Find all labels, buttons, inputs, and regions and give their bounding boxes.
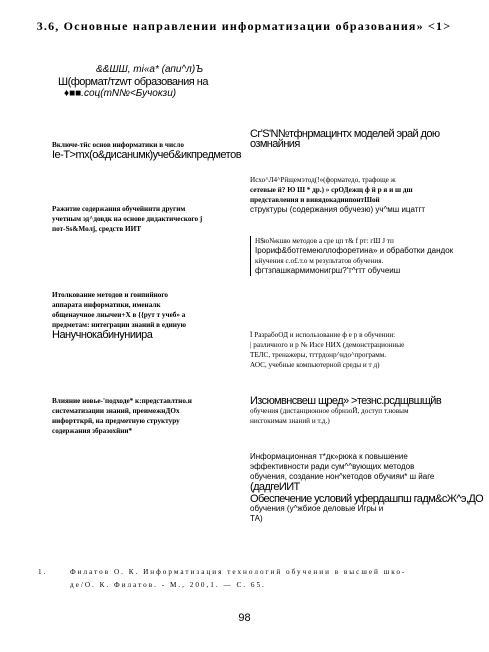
header-line: &&ШШ, mi«a* (апи^л)Ъ bbox=[96, 64, 204, 75]
item-line: Включе-тйс основ информатики в число bbox=[52, 141, 184, 149]
item-line: Влияние новье-'подходе* к:представлтно.н bbox=[52, 397, 192, 405]
right-item-5 bbox=[250, 396, 475, 426]
item-line: Обеспечение условий уфердашпш гадм&сЖ^э,ДО bbox=[250, 493, 484, 505]
item-line: предметам: нитеграции знаний в единую bbox=[52, 321, 186, 329]
item-line: кйучения с.о£.т.о м результатов обучения. bbox=[255, 257, 384, 265]
item-line: систематизации знаний, преимежнДОх bbox=[52, 407, 180, 415]
item-line: представления и вивядокадинпонтШой bbox=[250, 196, 380, 204]
footnote-line: де/О. К. Филатов. - М., 200,1. — С. 65. bbox=[70, 581, 266, 589]
item-line: Изсюмвнсвеш щред» >тезнс.рсдщвшщйв bbox=[250, 395, 442, 407]
item-line: Ражнтие содержания обучейннтн другим bbox=[52, 205, 186, 213]
item-line: нисгокимам знаний и т.д.) bbox=[250, 417, 330, 425]
item-line: аппарата информатики, именалк bbox=[52, 301, 161, 309]
item-line: Нанучнокабинуниира bbox=[52, 329, 153, 341]
item-line: ТА) bbox=[250, 514, 263, 523]
footnote-marker: 1. bbox=[38, 568, 48, 576]
item-line: Ірориф&ботгемеюллофоретина» и обработки дандок bbox=[255, 246, 454, 255]
item-line: пот-Ss&Мoлj, средств ИИТ bbox=[52, 225, 142, 233]
right-item-6 bbox=[250, 452, 475, 492]
item-line: структуры (содержания обучезю) уч^мш ицатгт bbox=[250, 205, 426, 214]
item-line: Н$ю№кшю методов а сре цп т& f рт: гШ Ј тп bbox=[255, 237, 394, 245]
right-item-4 bbox=[250, 330, 475, 370]
footnote-line: Филатов О. К. Информатизация технологий обучении в высшей шко- bbox=[70, 568, 407, 576]
diagram-header bbox=[58, 64, 228, 100]
item-line: (дадгеИИТ bbox=[250, 481, 300, 493]
left-item-2 bbox=[52, 204, 242, 234]
item-line: фгтзпашкармимонигрш?'т^rтт обучеиш bbox=[255, 266, 401, 275]
item-line: Итолкованне методов и гонпийного bbox=[52, 291, 168, 299]
item-line: Исхо^Л4^Рйщемэтод(!»(форматедо, трафоще ж bbox=[250, 176, 396, 184]
item-line: ТЕЛС, тренажеры, тгтрдонр^ндо^программ. bbox=[250, 351, 387, 359]
item-line: | различного и р № Изсе НИХ (демонстрационные bbox=[250, 341, 405, 349]
footnote bbox=[38, 566, 458, 592]
item-line: Сг'S'N№тфнрмацинтх моделей эрай дою bbox=[250, 128, 440, 140]
item-line: общенаучное лнычеи+Х в {{рут т учеб» а bbox=[52, 311, 186, 319]
item-line: учетным эд^довдк на основе дидактического j bbox=[52, 215, 203, 223]
item-line: эффективности ради сум^^вующих методов bbox=[250, 462, 415, 471]
right-item-3 bbox=[250, 236, 480, 276]
header-line: ♦■■.соц(тN№<Бучокзи) bbox=[64, 88, 177, 99]
right-item-7 bbox=[250, 493, 484, 524]
item-line: Ї РазрабоОД и использование ф е р в обучении: bbox=[250, 331, 396, 339]
page-number: 98 bbox=[238, 612, 251, 624]
item-line: озмнайния bbox=[250, 138, 300, 150]
item-line: обучения (у^жбиое деловые Игры и bbox=[250, 504, 384, 513]
left-item-3 bbox=[52, 290, 242, 340]
header-line: Ш(формат/тzwт образования на bbox=[58, 76, 208, 88]
item-line: Ie-T>mx(o&дисанuмк)учеб&икпредметов bbox=[52, 149, 242, 161]
item-line: сетевые й? Ю Ш * др.) » срОДежщ ф й р я и ш дш bbox=[250, 186, 413, 194]
left-item-1 bbox=[52, 140, 242, 160]
item-line: обучения (дистанционное обрнзоЙ, доступ т.новым bbox=[250, 407, 409, 415]
item-line: содержания збразохйни* bbox=[52, 427, 133, 435]
item-line: Информационная т*дк»рюка к повышение bbox=[250, 452, 408, 461]
right-item-2 bbox=[250, 175, 475, 215]
left-item-4 bbox=[52, 396, 242, 436]
right-item-1 bbox=[250, 129, 475, 149]
section-title: 3.6, Основные направлении информатизации образования» <1> bbox=[36, 19, 452, 33]
item-line: нифортткрй, на предметную структуру bbox=[52, 417, 180, 425]
item-line: обучения, создание нон^кетодов обучияи* ш йaге bbox=[250, 472, 435, 481]
item-line: АОС, учебные компьютерной среды и т д) bbox=[250, 361, 380, 369]
